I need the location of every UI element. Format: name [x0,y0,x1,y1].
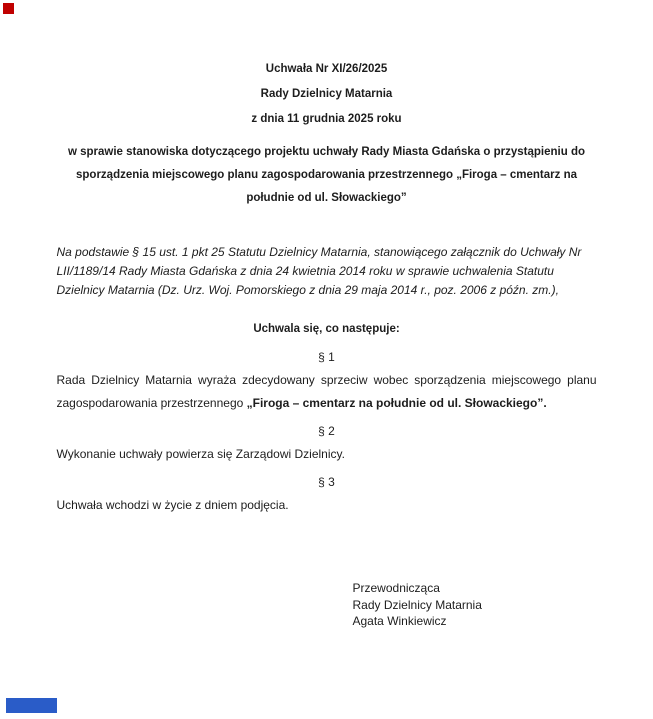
signature-council-line: Rady Dzielnicy Matarnia [352,597,482,612]
section-1-line-2 [57,392,597,415]
signature-block [353,580,597,630]
resolution-date-line: z dnia 11 grudnia 2025 roku [251,113,402,125]
section-1-mark: § 1 [318,350,335,364]
subject-line-3: południe od ul. Słowackiego” [246,192,407,204]
council-name-line: Rady Dzielnicy Matarnia [260,88,393,100]
blue-corner-marker [6,698,57,713]
resolution-number-line: Uchwała Nr XI/26/2025 [265,63,388,75]
enacting-clause: Uchwala się, co następuje: [253,323,400,335]
section-1-line-2-bold: „Firoga – cmentarz na południe od ul. Słowackiego”. [246,396,547,410]
section-3-body [57,494,597,517]
legal-basis-line-3: Dzielnicy Matarnia (Dz. Urz. Woj. Pomorskiego z dnia 29 maja 2014 r., poz. 2006 z późn. zm.), [56,283,559,297]
subject-clause [57,141,597,210]
section-2-text: Wykonanie uchwały powierza się Zarządowi Dzielnicy. [56,447,345,461]
signature-role-line: Przewodnicząca [352,581,440,595]
section-1-body [57,369,597,415]
section-3-mark: § 3 [318,475,335,489]
document-body [57,0,597,630]
section-1-line-1: Rada Dzielnicy Matarnia wyraża zdecydowany sprzeciw wobec sporządzenia miejscowego planu [56,373,597,387]
red-corner-marker [3,3,14,14]
legal-basis-line-1: Na podstawie § 15 ust. 1 pkt 25 Statutu Dzielnicy Matarnia, stanowiącego załącznik do Uchwały Nr [56,245,582,259]
subject-line-1: w sprawie stanowiska dotyczącego projektu uchwały Rady Miasta Gdańska o przystąpieniu do [67,146,585,158]
legal-basis [57,243,597,300]
section-1-line-2-regular: zagospodarowania przestrzennego [56,396,247,410]
signature-name-line: Agata Winkiewicz [352,614,447,628]
section-2-body [57,443,597,466]
legal-basis-line-2: LII/1189/14 Rady Miasta Gdańska z dnia 24 kwietnia 2014 roku w sprawie uchwalenia Statutu [56,264,554,278]
subject-line-2: sporządzenia miejscowego planu zagospodarowania przestrzennego „Firoga – cmentarz na [76,169,577,181]
section-3-text: Uchwała wchodzi w życie z dniem podjęcia. [56,498,289,512]
section-2-mark: § 2 [318,424,335,438]
document-title [57,57,597,132]
